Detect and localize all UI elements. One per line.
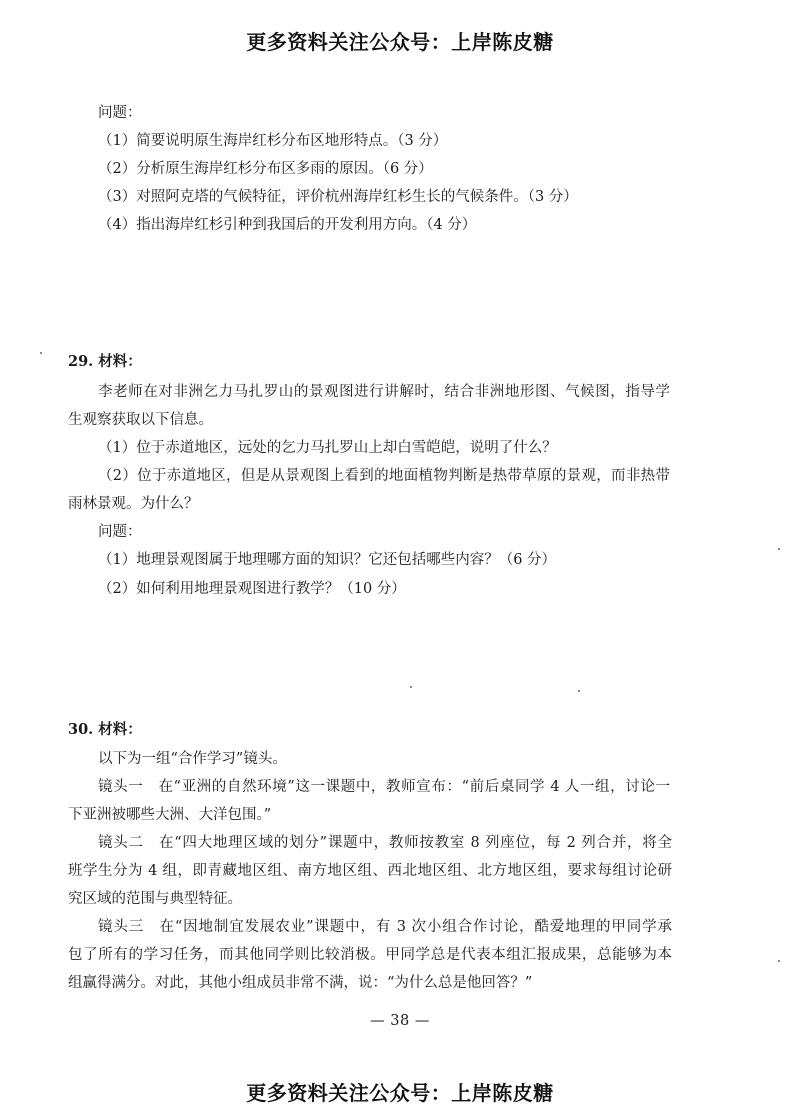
q30-line-2: 下亚洲被哪些大洲、大洋包围。” [68, 807, 272, 823]
q30-line-8: 组赢得满分。对此，其他小组成员非常不满，说：“为什么总是他回答？” [68, 975, 533, 991]
q29-material-line-1: 李老师在对非洲乞力马扎罗山的景观图进行讲解时，结合非洲地形图、气候图，指导学 [98, 384, 670, 400]
q30-line-7: 包了所有的学习任务，而其他同学则比较消极。甲同学总是代表本组汇报成果，总能够为本 [68, 947, 672, 963]
q30-line-4: 班学生分为 4 组，即青藏地区组、南方地区组、西北地区组、北方地区组，要求每组讨论研 [68, 863, 672, 879]
q30-line-1: 镜头一 在“亚洲的自然环境”这一课题中，教师宣布：“前后桌同学 4 人一组，讨论一 [98, 779, 670, 795]
q29-material-line-5: 雨林景观。为什么？ [68, 496, 199, 512]
q30-line-3: 镜头二 在“四大地理区域的划分”课题中，教师按教室 8 列座位，每 2 列合并，将全 [98, 835, 672, 851]
q29-heading: 29. 材料： [68, 353, 142, 370]
q30-heading: 30. 材料： [68, 721, 142, 738]
q29-item-2: （2）如何利用地理景观图进行教学？（10 分） [98, 581, 406, 597]
scan-speck [778, 960, 780, 962]
q30-line-5: 究区域的范围与典型特征。 [68, 891, 242, 907]
q30-line-6: 镜头三 在“因地制宜发展农业”课题中，有 3 次小组合作讨论，酷爱地理的甲同学承 [98, 919, 672, 935]
q29-material-line-3: （1）位于赤道地区，远处的乞力马扎罗山上却白雪皑皑，说明了什么？ [98, 440, 557, 456]
q29-questions-label: 问题： [98, 524, 142, 540]
scan-speck [410, 686, 412, 688]
q28-item-2: （2）分析原生海岸红杉分布区多雨的原因。（6 分） [98, 161, 433, 177]
scan-speck [778, 548, 780, 550]
footer-banner: 更多资料关注公众号：上岸陈皮糖 [246, 1081, 554, 1105]
q30-intro: 以下为一组“合作学习”镜头。 [98, 751, 287, 767]
q28-questions-label: 问题： [98, 105, 142, 121]
page-number: — 38 — [370, 1013, 430, 1029]
q28-item-1: （1）简要说明原生海岸红杉分布区地形特点。（3 分） [98, 133, 448, 149]
q29-material-line-4: （2）位于赤道地区，但是从景观图上看到的地面植物判断是热带草原的景观，而非热带 [98, 468, 670, 484]
q28-item-4: （4）指出海岸红杉引种到我国后的开发利用方向。（4 分） [98, 217, 477, 233]
q29-material-line-2: 生观察获取以下信息。 [68, 412, 213, 428]
q28-item-3: （3）对照阿克塔的气候特征，评价杭州海岸红杉生长的气候条件。（3 分） [98, 189, 578, 205]
header-banner: 更多资料关注公众号：上岸陈皮糖 [246, 30, 554, 54]
scan-speck [40, 352, 42, 354]
q29-item-1: （1）地理景观图属于地理哪方面的知识？它还包括哪些内容？（6 分） [98, 552, 557, 568]
scan-speck [578, 690, 580, 692]
